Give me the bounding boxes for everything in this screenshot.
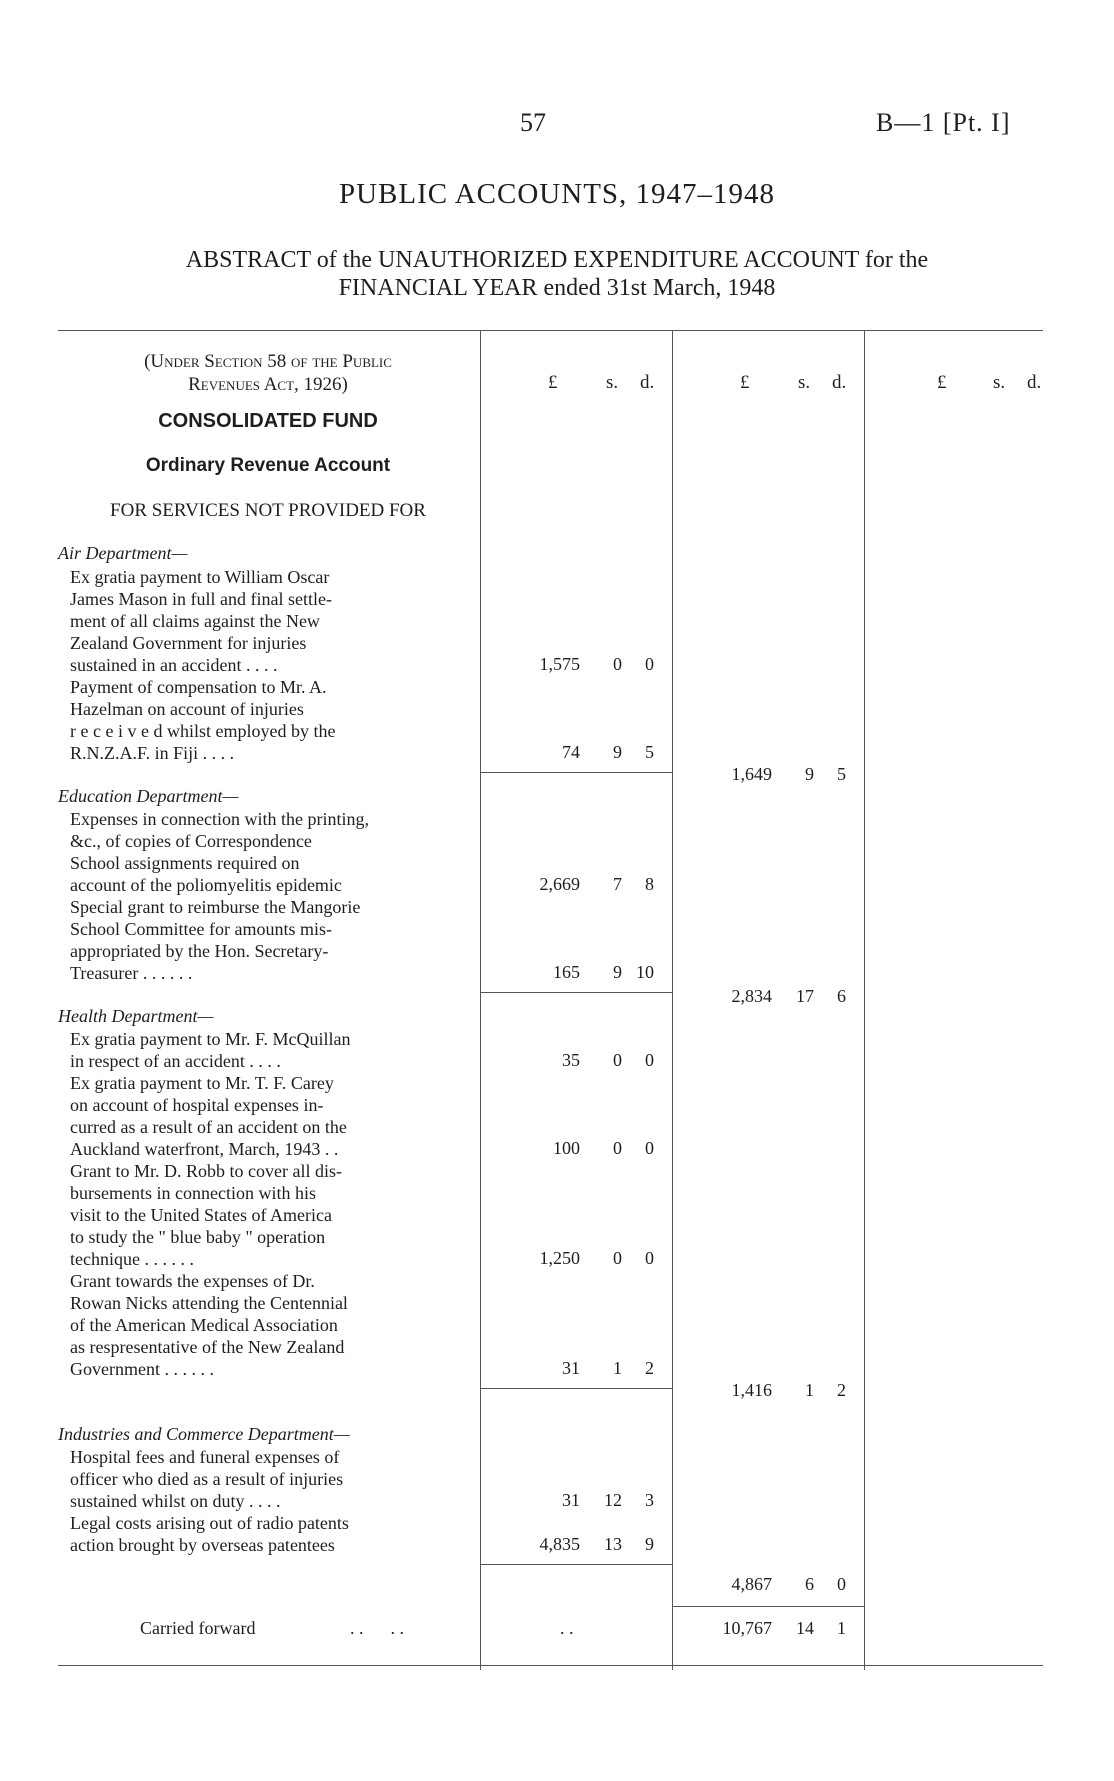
item-line: Auckland waterfront, March, 1943 . . — [70, 1139, 339, 1159]
item-line: Ex gratia payment to William Oscar — [70, 567, 330, 587]
item-line: Expenses in connection with the printing, — [70, 809, 369, 829]
item-line: bursements in connection with his — [70, 1183, 316, 1203]
item-line: appropriated by the Hon. Secretary- — [70, 941, 329, 961]
amount-pounds: 35 — [562, 1050, 580, 1070]
expenditure-item — [70, 1028, 470, 1072]
item-line: Rowan Nicks attending the Centennial — [70, 1293, 348, 1313]
authority-heading — [58, 350, 478, 396]
item-line: &c., of copies of Correspondence — [70, 831, 312, 851]
page-reference: B—1 [Pt. I] — [876, 108, 1011, 137]
amount-pence: 0 — [645, 1138, 654, 1158]
amount-pence: 2 — [837, 1380, 846, 1400]
table-bottom-rule — [58, 1665, 1043, 1666]
department-heading: Industries and Commerce Department— — [58, 1424, 350, 1444]
col3-pounds-header: £ — [937, 372, 947, 393]
item-line: Special grant to reimburse the Mangorie — [70, 897, 361, 917]
col1-pounds-header: £ — [548, 372, 558, 393]
department-heading: Air Department— — [58, 543, 188, 563]
expenditure-item — [70, 1512, 470, 1556]
col1-shillings-header: s. — [606, 372, 619, 393]
item-line: ment of all claims against the New — [70, 611, 320, 631]
amount-pounds: 74 — [562, 742, 580, 762]
expenditure-item — [70, 1270, 470, 1380]
carried-forward-rule — [672, 1606, 864, 1607]
expenditure-item — [70, 896, 470, 984]
column-divider-3 — [864, 330, 865, 1670]
amount-pence: 9 — [645, 1534, 654, 1554]
col2-pence-header: d. — [832, 372, 847, 393]
carried-forward-col1-dots: . . — [560, 1618, 574, 1638]
item-line: School Committee for amounts mis- — [70, 919, 332, 939]
expenditure-item — [70, 566, 470, 676]
amount-pounds: 1,575 — [539, 654, 580, 674]
amount-pence: 0 — [645, 654, 654, 674]
amount-shillings: 17 — [796, 986, 814, 1006]
expenditure-item — [70, 1160, 470, 1270]
item-line: Zealand Government for injuries — [70, 633, 307, 653]
carried-forward-label: Carried forward — [140, 1618, 256, 1638]
document-subtitle — [60, 246, 1054, 302]
department-heading: Health Department— — [58, 1006, 214, 1026]
amount-pounds: 31 — [562, 1490, 580, 1510]
item-line: Payment of compensation to Mr. A. — [70, 677, 327, 697]
amount-pounds: 10,767 — [722, 1618, 772, 1638]
account-heading: Ordinary Revenue Account — [145, 455, 391, 476]
col3-shillings-header: s. — [993, 372, 1006, 393]
expenditure-item — [70, 676, 470, 764]
amount-pence: 8 — [645, 874, 654, 894]
item-line: in respect of an accident . . . . — [70, 1051, 281, 1071]
col3-pence-header: d. — [1027, 372, 1042, 393]
amount-pence: 3 — [645, 1490, 654, 1510]
item-line: to study the " blue baby " operation — [70, 1227, 326, 1247]
item-line: on account of hospital expenses in- — [70, 1095, 324, 1115]
item-line: Treasurer . . . . . . — [70, 963, 193, 983]
col2-pounds-header: £ — [740, 372, 750, 393]
amount-shillings: 0 — [613, 1248, 622, 1268]
amount-pounds: 165 — [553, 962, 580, 982]
item-line: action brought by overseas patentees — [70, 1535, 335, 1555]
item-line: Legal costs arising out of radio patents — [70, 1513, 349, 1533]
item-line: Hospital fees and funeral expenses of — [70, 1447, 340, 1467]
column-divider-1 — [480, 330, 481, 1670]
table-top-rule — [58, 330, 1043, 331]
subtotal-rule — [480, 992, 672, 993]
subtotal-rule — [480, 1388, 672, 1389]
page-title: PUBLIC ACCOUNTS, 1947–1948 — [338, 178, 776, 210]
item-line: Grant towards the expenses of Dr. — [70, 1271, 315, 1291]
amount-pounds: 4,835 — [539, 1534, 580, 1554]
amount-pounds: 2,834 — [731, 986, 772, 1006]
department-heading: Education Department— — [58, 786, 239, 806]
amount-shillings: 12 — [604, 1490, 622, 1510]
subtitle-line-1: ABSTRACT of the UNAUTHORIZED EXPENDITURE ACCOUNT for the — [185, 247, 929, 273]
amount-pence: 2 — [645, 1358, 654, 1378]
authority-line-1: (Under Section 58 of the Public — [144, 351, 392, 372]
expenditure-item — [70, 1072, 470, 1160]
item-line: curred as a result of an accident on the — [70, 1117, 347, 1137]
amount-shillings: 9 — [613, 962, 622, 982]
item-line: Ex gratia payment to Mr. F. McQuillan — [70, 1029, 351, 1049]
amount-shillings: 6 — [805, 1574, 814, 1594]
amount-shillings: 1 — [805, 1380, 814, 1400]
amount-shillings: 1 — [613, 1358, 622, 1378]
item-line: as respresentative of the New Zealand — [70, 1337, 345, 1357]
expenditure-item — [70, 808, 470, 896]
amount-shillings: 9 — [613, 742, 622, 762]
amount-pence: 0 — [645, 1050, 654, 1070]
amount-shillings: 9 — [805, 764, 814, 784]
item-line: Government . . . . . . — [70, 1359, 214, 1379]
item-line: account of the poliomyelitis epidemic — [70, 875, 342, 895]
amount-pounds: 100 — [553, 1138, 580, 1158]
fund-heading: CONSOLIDATED FUND — [158, 410, 378, 432]
expenditure-item — [70, 1446, 470, 1512]
amount-shillings: 0 — [613, 1138, 622, 1158]
item-line: of the American Medical Association — [70, 1315, 338, 1335]
item-line: sustained whilst on duty . . . . — [70, 1491, 281, 1511]
amount-pence: 1 — [837, 1618, 846, 1638]
services-heading: FOR SERVICES NOT PROVIDED FOR — [110, 500, 426, 521]
amount-pounds: 1,250 — [539, 1248, 580, 1268]
item-line: School assignments required on — [70, 853, 300, 873]
amount-pounds: 31 — [562, 1358, 580, 1378]
amount-pounds: 1,416 — [731, 1380, 772, 1400]
item-line: Grant to Mr. D. Robb to cover all dis- — [70, 1161, 342, 1181]
amount-pence: 6 — [837, 986, 846, 1006]
amount-pence: 0 — [837, 1574, 846, 1594]
subtotal-rule — [480, 772, 672, 773]
item-line: visit to the United States of America — [70, 1205, 332, 1225]
carried-forward-leader-dots: . . . . — [350, 1618, 404, 1638]
page-number: 57 — [520, 108, 546, 137]
amount-pounds: 4,867 — [731, 1574, 772, 1594]
amount-pence: 5 — [837, 764, 846, 784]
amount-pounds: 2,669 — [539, 874, 580, 894]
item-line: James Mason in full and final settle- — [70, 589, 332, 609]
item-line: officer who died as a result of injuries — [70, 1469, 344, 1489]
amount-pence: 5 — [645, 742, 654, 762]
amount-shillings: 0 — [613, 654, 622, 674]
amount-shillings: 13 — [604, 1534, 622, 1554]
subtotal-rule — [480, 1564, 672, 1565]
item-line: R.N.Z.A.F. in Fiji . . . . — [70, 743, 235, 763]
item-line: technique . . . . . . — [70, 1249, 194, 1269]
amount-pence: 0 — [645, 1248, 654, 1268]
amount-pence: 10 — [636, 962, 654, 982]
column-divider-2 — [672, 330, 673, 1670]
item-line: sustained in an accident . . . . — [70, 655, 278, 675]
authority-line-2: Revenues Act, 1926) — [188, 374, 348, 395]
amount-shillings: 14 — [796, 1618, 814, 1638]
amount-shillings: 7 — [613, 874, 622, 894]
subtitle-line-2: FINANCIAL YEAR ended 31st March, 1948 — [338, 275, 776, 301]
amount-pounds: 1,649 — [731, 764, 772, 784]
col1-pence-header: d. — [640, 372, 655, 393]
amount-shillings: 0 — [613, 1050, 622, 1070]
col2-shillings-header: s. — [798, 372, 811, 393]
item-line: r e c e i v e d whilst employed by the — [70, 721, 336, 741]
item-line: Ex gratia payment to Mr. T. F. Carey — [70, 1073, 334, 1093]
item-line: Hazelman on account of injuries — [70, 699, 304, 719]
